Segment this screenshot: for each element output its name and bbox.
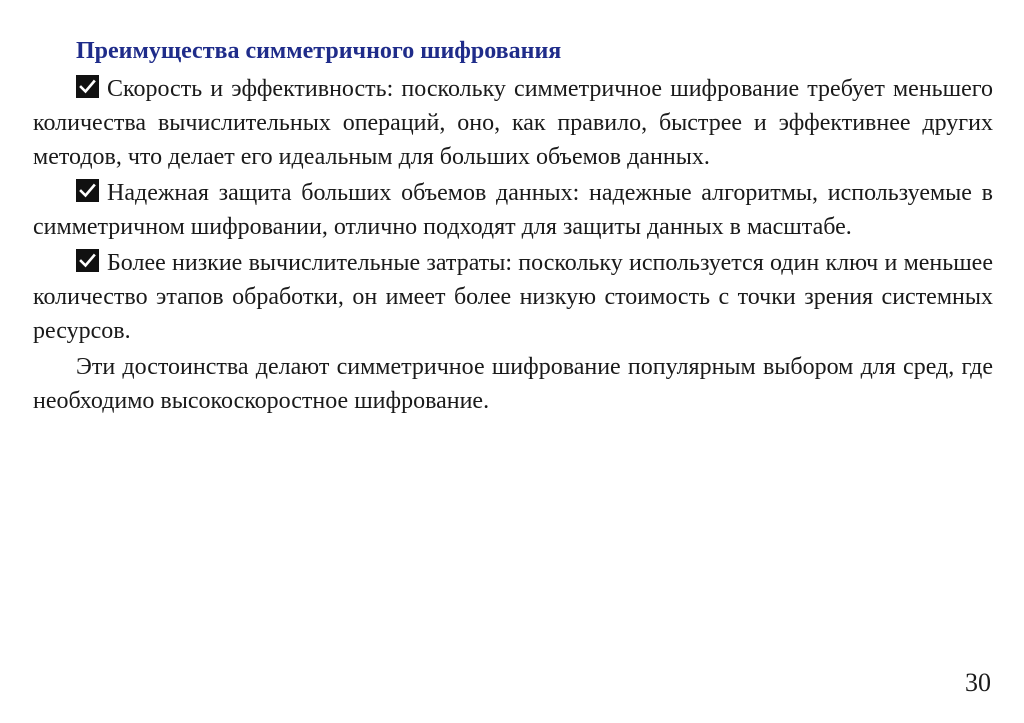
checkbox-checked-icon <box>76 75 99 98</box>
advantage-item-security <box>33 176 993 244</box>
conclusion-paragraph: Эти достоинства делают симметричное шифрование популярным выбором для сред, где необходимо высокоскоростное шифрование. <box>33 354 993 414</box>
checkbox-checked-icon <box>76 249 99 272</box>
advantage-item-text: Более низкие вычислительные затраты: поскольку используется один ключ и меньшее количество этапов обработки, он имеет более низкую стоимость с точки зрения системных ресурсов. <box>33 250 993 344</box>
advantage-item-text: Надежная защита больших объемов данных: надежные алгоритмы, используемые в симметричном шифровании, отлично подходят для защиты данных в масштабе. <box>33 180 993 240</box>
slide-content <box>33 36 993 420</box>
advantage-item-speed <box>33 72 993 174</box>
page-number: 30 <box>965 668 991 697</box>
advantage-item-cost <box>33 246 993 348</box>
advantage-item-text: Скорость и эффективность: поскольку симметричное шифрование требует меньшего количества вычислительных операций, оно, как правило, быстрее и эффективнее других методов, что делает его идеальным для больших объемов данных. <box>33 76 993 170</box>
slide-title: Преимущества симметричного шифрования <box>76 38 562 64</box>
checkbox-checked-icon <box>76 179 99 202</box>
